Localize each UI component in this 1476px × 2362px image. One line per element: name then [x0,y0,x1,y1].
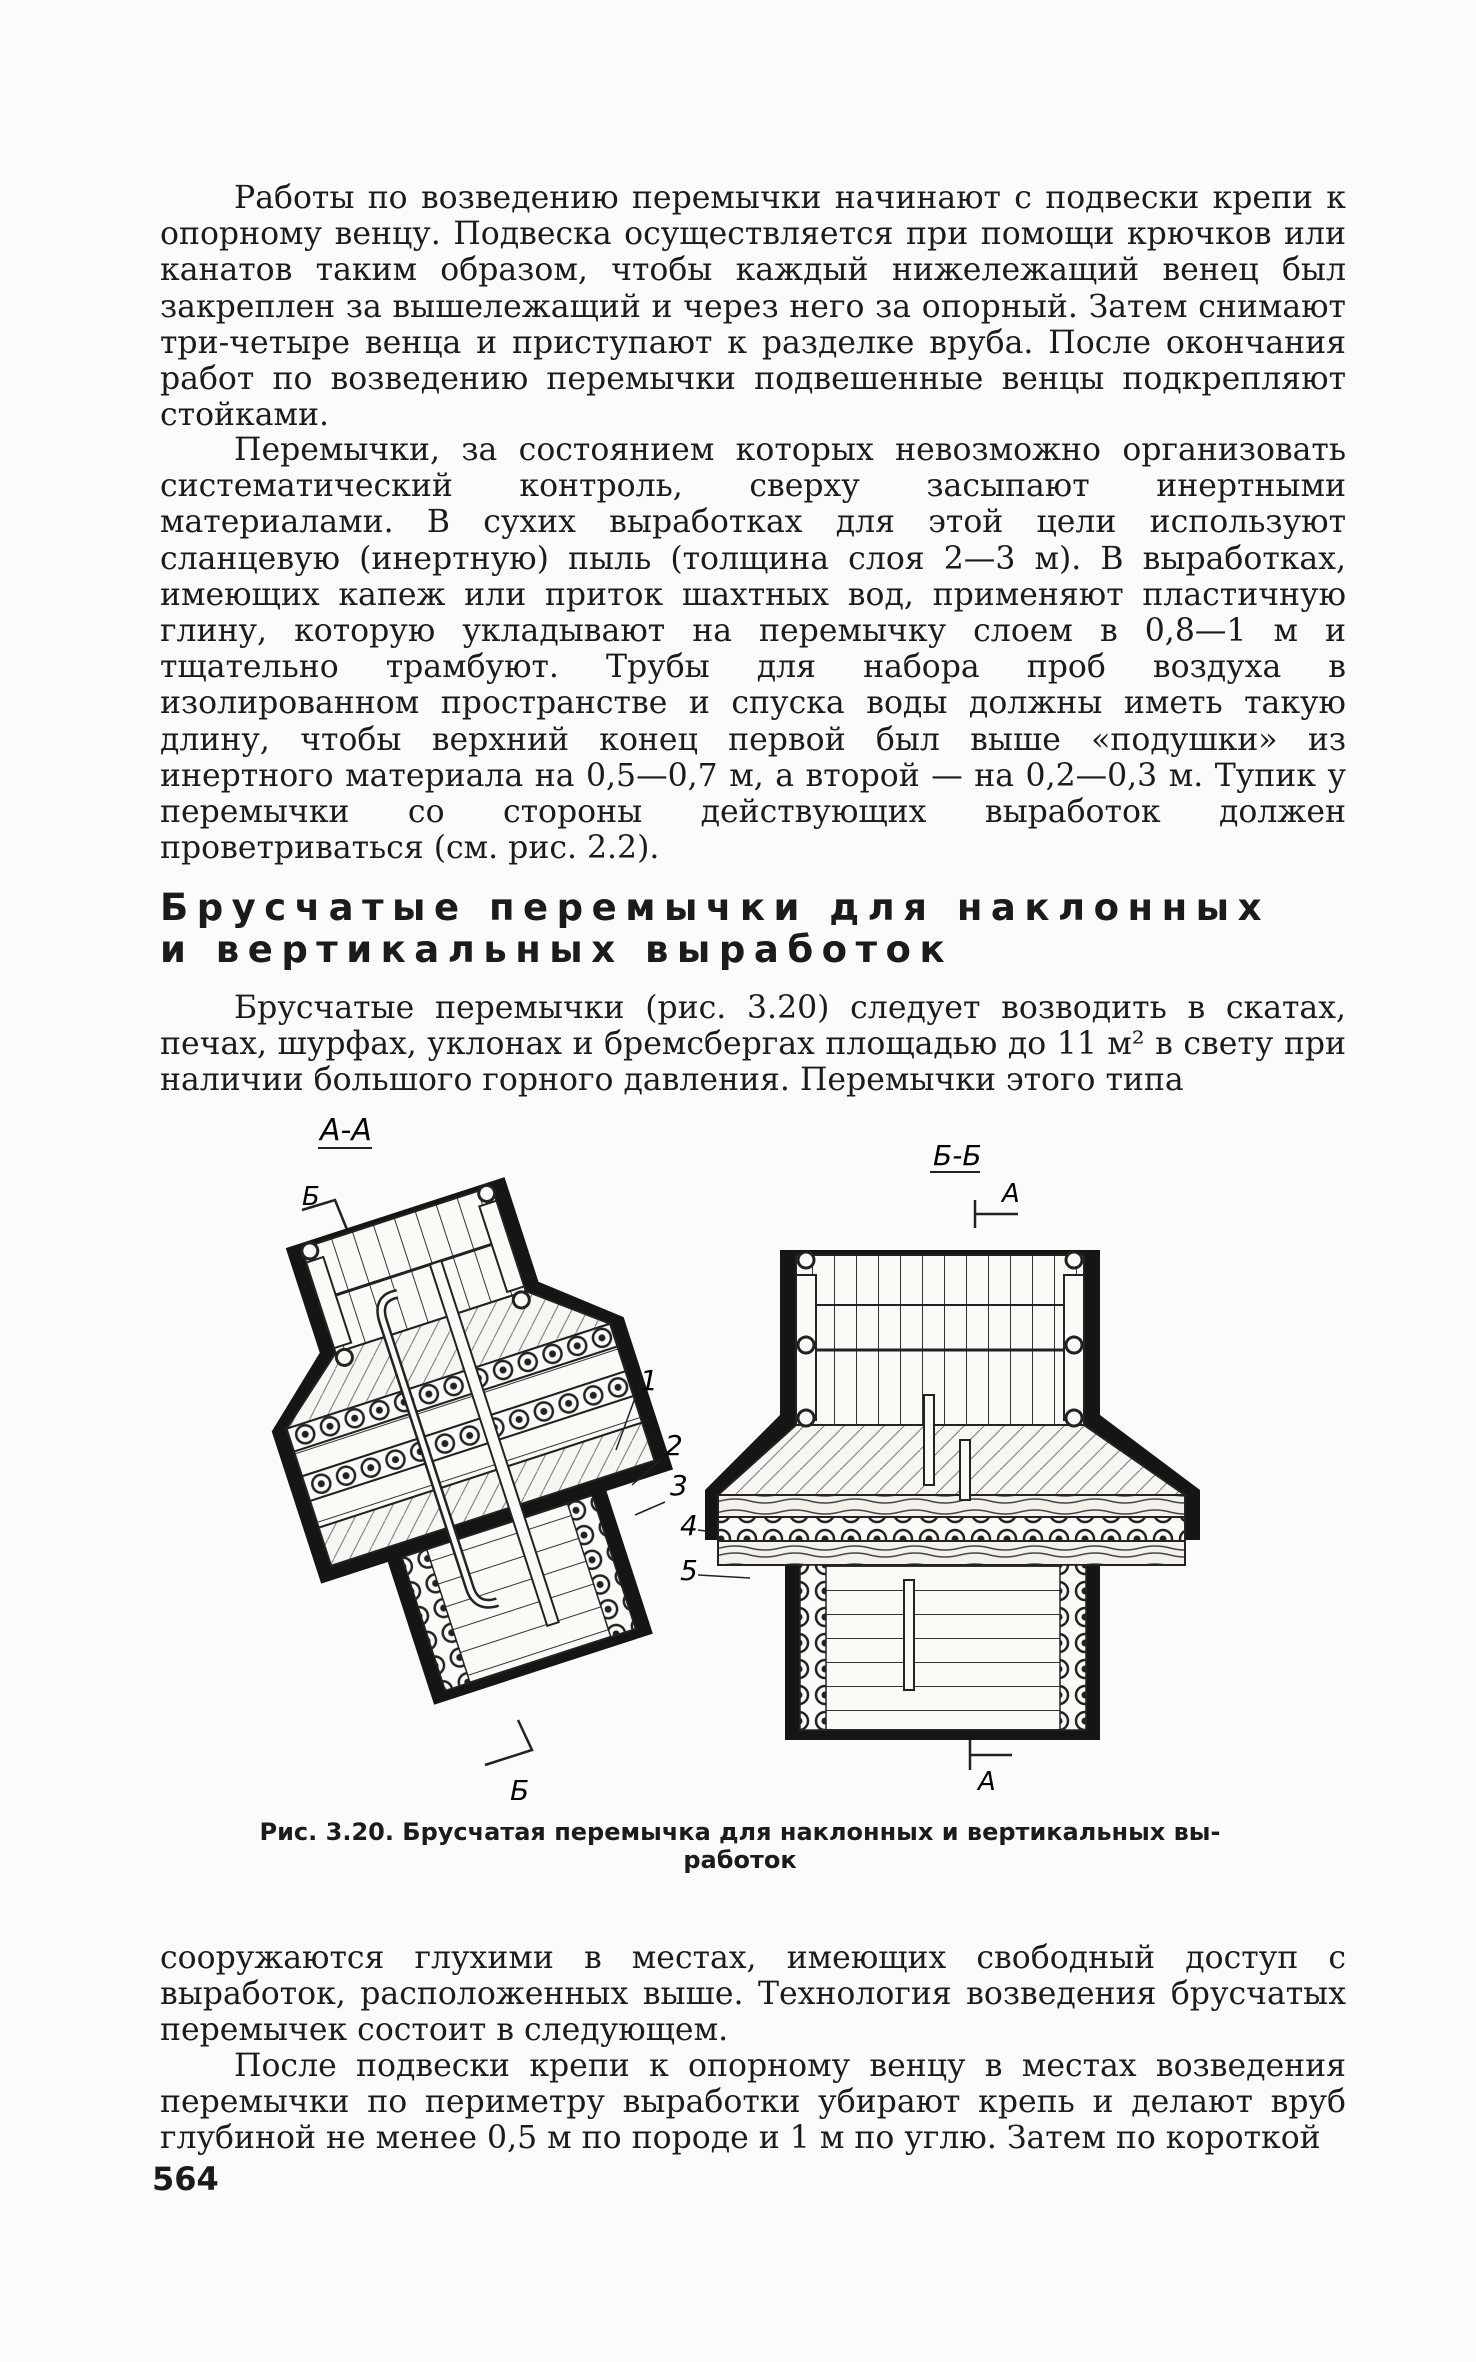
cut-label-a-top: А [1002,1179,1020,1209]
paragraph-procedure: После подвески крепи к опорному венцу в местах возведения перемычки по периметру выработки убирают крепь и делают вруб глубиной не менее 0,5 м по породе и 1 м по углю. Затем по короткой [160,2048,1346,2157]
figure-caption-line1: Рис. 3.20. Брусчатая перемычка для наклонных и вертикальных вы- [259,1818,1221,1846]
section-label-aa: А-А [320,1113,372,1148]
part-number-4: 4 [680,1509,698,1542]
drawing-section-bb [705,1250,1200,1740]
section-heading-line2: и вертикальных выработок [160,928,954,971]
paragraph-suspension: Работы по возведению перемычки начинают с подвески крепи к опорному венцу. Подвеска осуществляется при помощи крючков или канатов таким образом, чтобы каждый нижележащий венец был закреплен за вышележащий и через него за опорный. Затем снимают три-четыре венца и приступают к разделке вруба. После окончания работ по возведению перемычки подвешенные венцы подкрепляют стойками. [160,180,1346,434]
figure-3-20 [240,1110,1290,1800]
part-number-5: 5 [680,1554,698,1587]
paragraph-inert-filling: Перемычки, за состоянием которых невозможно организовать систематический контроль, сверху засыпают инертными материалами. В сухих выработках для этой цели используют сланцевую (инертную) пыль (толщина слоя 2—3 м). В выработках, имеющих капеж или приток шахтных вод, применяют пластичную глину, которую укладывают на перемычку слоем в 0,8—1 м и тщательно трамбуют. Трубы для набора проб воздуха в изолированном пространстве и спуска воды должны иметь такую длину, чтобы верхний конец первой был выше «подушки» из инертного материала на 0,5—0,7 м, а второй — на 0,2—0,3 м. Тупик у перемычки со стороны действующих выработок должен проветриваться (см. рис. 2.2). [160,432,1346,867]
part-number-2: 2 [665,1429,683,1462]
paragraph-intro: Брусчатые перемычки (рис. 3.20) следует возводить в скатах, печах, шурфах, уклонах и бремсбергах площадью до 11 м² в свету при наличии большого горного давления. Перемычки этого типа [160,990,1346,1099]
cut-label-b-bottom: Б [510,1774,530,1800]
part-number-1: 1 [640,1364,658,1397]
section-heading-line1: Брусчатые перемычки для наклонных [160,886,1270,929]
figure-caption-line2: работок [683,1846,797,1874]
part-number-3: 3 [670,1469,688,1502]
drawing-section-aa [240,1155,719,1726]
page-number: 564 [152,2160,219,2198]
cut-label-a-bottom: А [978,1767,996,1797]
section-label-bb: Б-Б [933,1139,982,1172]
cut-label-b-top: Б [302,1182,320,1212]
paragraph-continuation: сооружаются глухими в местах, имеющих свободный доступ с выработок, расположенных выше. Технология возведения брусчатых перемычек состоит в следующем. [160,1940,1346,2049]
